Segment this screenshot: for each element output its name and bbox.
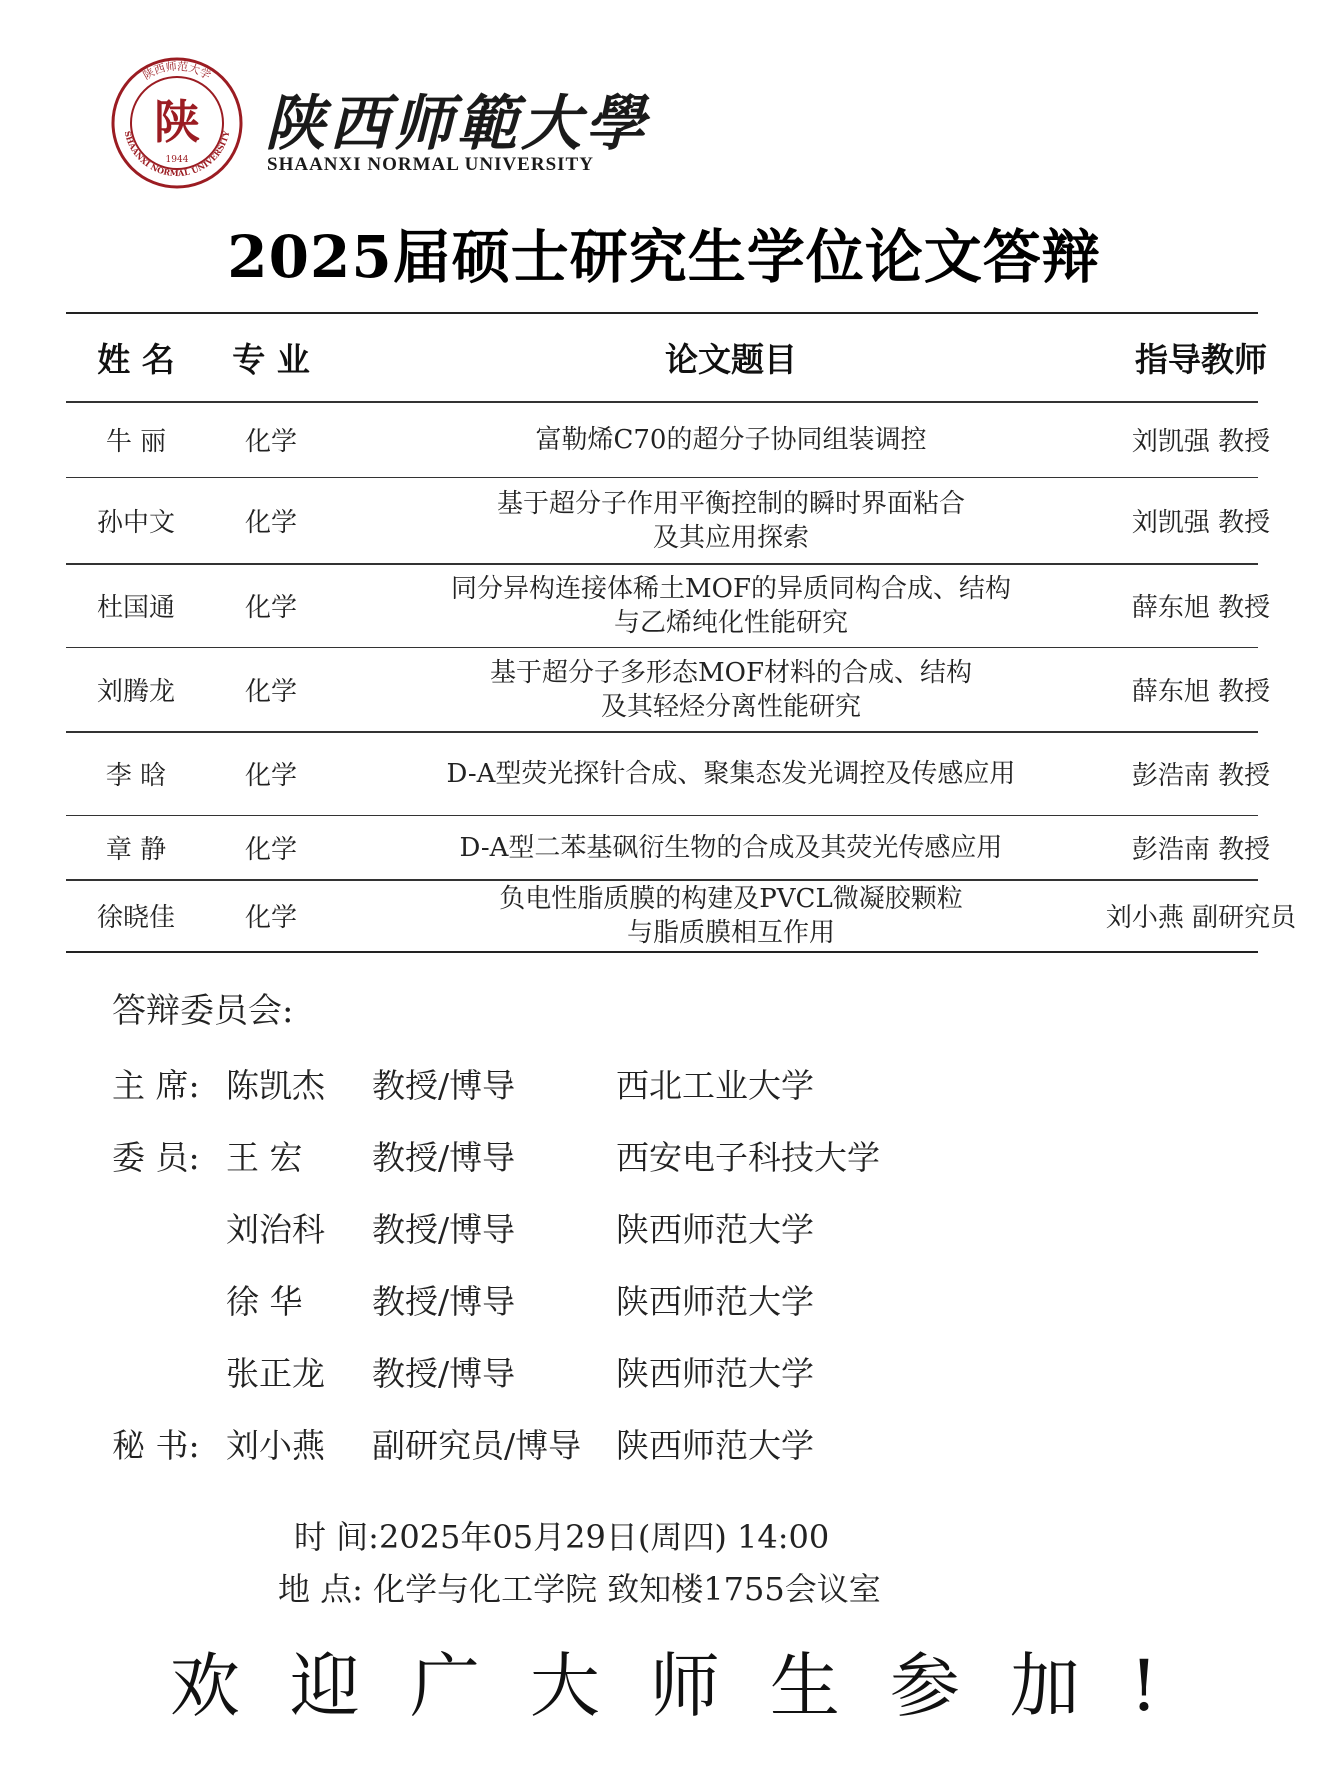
defense-time: 时 间:2025年05月29日(周四) 14:00 bbox=[294, 1518, 830, 1556]
page-title: 2025届硕士研究生学位论文答辩 bbox=[227, 223, 1101, 291]
table-row bbox=[66, 478, 1271, 563]
member-name: 王 宏 bbox=[226, 1138, 303, 1177]
column-header-topic: 论文题目 bbox=[665, 340, 797, 379]
student-name: 章 静 bbox=[105, 835, 167, 865]
member-rank: 教授/博导 bbox=[372, 1066, 516, 1105]
table-row bbox=[66, 565, 1271, 647]
table-row bbox=[66, 733, 1271, 815]
advisor: 彭浩南 教授 bbox=[1131, 761, 1271, 791]
table-row bbox=[66, 816, 1271, 879]
student-major: 化学 bbox=[244, 593, 297, 623]
member-institution: 西安电子科技大学 bbox=[616, 1138, 880, 1177]
member-institution: 陕西师范大学 bbox=[616, 1426, 814, 1465]
committee-member bbox=[0, 1132, 900, 1176]
advisor: 薛东旭 教授 bbox=[1131, 677, 1271, 707]
thesis-topic: 负电性脂质膜的构建及PVCL微凝胶颗粒 与脂质膜相互作用 bbox=[499, 883, 963, 948]
committee-member bbox=[0, 1420, 900, 1464]
student-major: 化学 bbox=[244, 677, 297, 707]
advisor: 彭浩南 教授 bbox=[1131, 835, 1271, 865]
svg-text:陕西师范大学: 陕西师范大学 bbox=[140, 59, 214, 83]
member-rank: 教授/博导 bbox=[372, 1210, 516, 1249]
committee-member bbox=[0, 1204, 900, 1248]
member-name: 刘小燕 bbox=[226, 1426, 325, 1465]
table-header-row bbox=[66, 314, 1267, 401]
member-role: 主 席: bbox=[112, 1066, 200, 1105]
thesis-topic: D-A型荧光探针合成、聚集态发光调控及传感应用 bbox=[446, 758, 1016, 789]
thesis-table bbox=[66, 312, 1297, 953]
student-name: 李 晗 bbox=[105, 761, 167, 791]
welcome-banner: 欢迎广大师生参加! bbox=[169, 1645, 1209, 1727]
university-header bbox=[110, 56, 670, 196]
student-major: 化学 bbox=[244, 903, 297, 933]
advisor: 刘凯强 教授 bbox=[1131, 427, 1271, 457]
university-name-en: SHAANXI NORMAL UNIVERSITY bbox=[267, 154, 594, 175]
member-name: 刘治科 bbox=[226, 1210, 325, 1249]
student-major: 化学 bbox=[244, 427, 297, 457]
university-name-cn: 陕西师範大學 bbox=[265, 89, 649, 159]
defense-location: 地 点: 化学与化工学院 致知楼1755会议室 bbox=[278, 1570, 881, 1608]
member-name: 徐 华 bbox=[226, 1282, 303, 1321]
committee-member bbox=[0, 1348, 900, 1392]
member-institution: 陕西师范大学 bbox=[616, 1282, 814, 1321]
member-rank: 教授/博导 bbox=[372, 1354, 516, 1393]
advisor: 刘小燕 副研究员 bbox=[1105, 903, 1297, 933]
column-header-advisor: 指导教师 bbox=[1135, 340, 1267, 379]
university-seal-logo bbox=[110, 56, 244, 190]
table-row bbox=[66, 881, 1297, 951]
thesis-topic: D-A型二苯基砜衍生物的合成及其荧光传感应用 bbox=[459, 832, 1003, 863]
member-institution: 陕西师范大学 bbox=[616, 1354, 814, 1393]
member-name: 张正龙 bbox=[226, 1354, 325, 1393]
thesis-topic: 基于超分子多形态MOF材料的合成、结构 及其轻烃分离性能研究 bbox=[490, 657, 972, 722]
member-role: 秘 书: bbox=[112, 1426, 200, 1465]
thesis-topic: 基于超分子作用平衡控制的瞬时界面粘合 及其应用探索 bbox=[496, 488, 965, 553]
student-major: 化学 bbox=[244, 835, 297, 865]
student-name: 杜国通 bbox=[96, 593, 175, 623]
committee-title: 答辩委员会: bbox=[112, 991, 294, 1031]
table-row bbox=[66, 403, 1271, 477]
member-institution: 西北工业大学 bbox=[616, 1066, 814, 1105]
student-major: 化学 bbox=[244, 508, 297, 538]
committee-member bbox=[0, 1060, 900, 1104]
member-name: 陈凯杰 bbox=[226, 1066, 325, 1105]
thesis-topic: 同分异构连接体稀土MOF的异质同构合成、结构 与乙烯纯化性能研究 bbox=[451, 573, 1011, 638]
student-major: 化学 bbox=[244, 761, 297, 791]
column-header-major: 专 业 bbox=[232, 340, 310, 379]
member-rank: 教授/博导 bbox=[372, 1282, 516, 1321]
member-role: 委 员: bbox=[112, 1138, 200, 1177]
svg-text:陕: 陕 bbox=[154, 95, 200, 149]
student-name: 刘腾龙 bbox=[96, 677, 175, 707]
table-row bbox=[66, 648, 1271, 731]
student-name: 徐晓佳 bbox=[96, 903, 175, 933]
member-rank: 教授/博导 bbox=[372, 1138, 516, 1177]
svg-text:1944: 1944 bbox=[165, 155, 189, 165]
column-header-name: 姓 名 bbox=[97, 340, 175, 379]
student-name: 牛 丽 bbox=[105, 427, 167, 457]
member-institution: 陕西师范大学 bbox=[616, 1210, 814, 1249]
thesis-topic: 富勒烯C70的超分子协同组装调控 bbox=[535, 424, 927, 455]
member-rank: 副研究员/博导 bbox=[372, 1426, 582, 1465]
svg-text:SHAANXI NORMAL UNIVERSITY: SHAANXI NORMAL UNIVERSITY bbox=[122, 130, 232, 179]
committee-member bbox=[0, 1276, 900, 1320]
advisor: 薛东旭 教授 bbox=[1131, 593, 1271, 623]
advisor: 刘凯强 教授 bbox=[1131, 508, 1271, 538]
table-bottom-rule bbox=[66, 951, 1258, 953]
student-name: 孙中文 bbox=[96, 508, 175, 538]
